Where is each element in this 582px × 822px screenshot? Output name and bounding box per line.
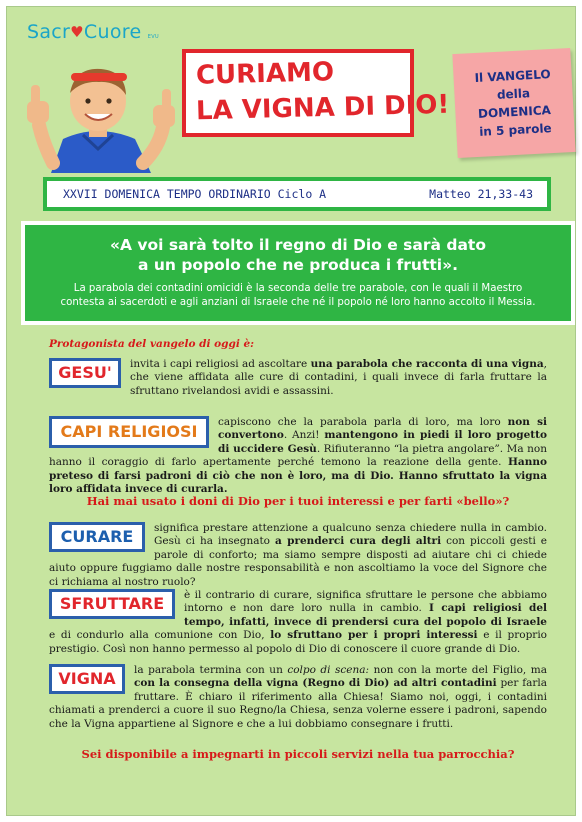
keyword-capi-religiosi: CAPI RELIGIOSI xyxy=(49,416,209,448)
title-box xyxy=(182,49,450,137)
gospel-reference: Matteo 21,33-43 xyxy=(429,187,533,201)
keyword-gesu: GESU' xyxy=(49,358,121,388)
sunday-label: XXVII DOMENICA TEMPO ORDINARIO Ciclo A xyxy=(63,187,327,201)
section-capi-religiosi: CAPI RELIGIOSI capiscono che la parabola parla di loro, ma loro non si convertono. Anzi! mantengono in piedi il loro progetto di uccidere Gesù. Rifiuteranno “la pietra angolare”. Ma non hanno il coraggio di farlo apertamente perché temono la reazione della gente. Hanno preteso di farsi padroni di ciò che non è loro, ma di Dio. Hanno sfruttato la vigna loro affidata invece di curarla. xyxy=(49,416,548,496)
protagonist-label: Protagonista del vangelo di oggi è: xyxy=(49,338,255,350)
keyword-sfruttare: SFRUTTARE xyxy=(49,589,175,619)
reflection-question-2: Sei disponibile a impegnarti in piccoli servizi nella tua parrocchia? xyxy=(81,747,515,761)
sacro-cuore-logo: Sacr♥Cuore EVU xyxy=(27,21,159,43)
thumbs-up-kid-illustration xyxy=(13,51,183,173)
sunday-info-bar xyxy=(43,177,551,211)
keyword-vigna: VIGNA xyxy=(49,664,125,694)
reflection-question-1: Hai mai usato i doni di Dio per i tuoi interessi e per farti «bello»? xyxy=(86,494,510,508)
title-line-2: LA VIGNA DI DIO! xyxy=(195,89,450,127)
vangelo-sticky-note: Il VANGELO della DOMENICA in 5 parole xyxy=(452,48,575,158)
quote-explanation: La parabola dei contadini omicidi è la seconda delle tre parabole, con le quali il Maestro contesta ai sacerdoti e agli anziani di Israele che né il popolo né loro hanno accolto il Messia. xyxy=(60,283,536,308)
keyword-curare: CURARE xyxy=(49,522,145,552)
section-curare: CURARE significa prestare attenzione a qualcuno senza chiedere nulla in cambio. Gesù ci ha insegnato a prenderci cura degli altri con piccoli gesti e parole di conforto; ma siamo sempre disposti ad aiutare chi ci chiede aiuto oppure fuggiamo dalle nostre responsabilità e non ascoltiamo la voce del Signore che ci richiama al nostro ruolo? xyxy=(49,522,548,588)
heart-icon: ♥ xyxy=(70,23,84,41)
page-background xyxy=(6,6,576,816)
title-line-1: CURIAMO xyxy=(195,57,335,91)
section-vigna: VIGNA la parabola termina con un colpo di scena: non con la morte del Figlio, ma con la consegna della vigna (Regno di Dio) ad altri contadini per farla fruttare. È chiaro il riferimento alla Chiesa! Siamo noi, oggi, i contadini chiamati a prenderci a cuore il suo Regno/la Chiesa, senza volerne essere i padroni, sapendo che la Vigna appartiene al Signore e che a lui dobbiamo consegnare i frutti. xyxy=(49,664,547,730)
section-gesu: GESU' invita i capi religiosi ad ascoltare una parabola che racconta di una vigna, che viene affidata alle cure di contadini, i quali invece di farla fruttare la sfruttano rivelandosi avidi e assassini. xyxy=(49,358,547,398)
section-sfruttare: SFRUTTARE è il contrario di curare, significa sfruttare le persone che abbiamo intorno e non dare loro nulla in cambio. I capi religiosi del tempo, infatti, invece di prendersi cura del popolo di Israele e di condurlo alla comunione con Dio, lo sfruttano per i propri interessi e il proprio prestigio. Così non hanno permesso al popolo di Dio di conoscere il cuore grande di Dio. xyxy=(49,589,548,655)
gospel-quote-box xyxy=(21,221,575,325)
gospel-quote: «A voi sarà tolto il regno di Dio e sarà dato a un popolo che ne produca i frutti». xyxy=(110,236,486,274)
